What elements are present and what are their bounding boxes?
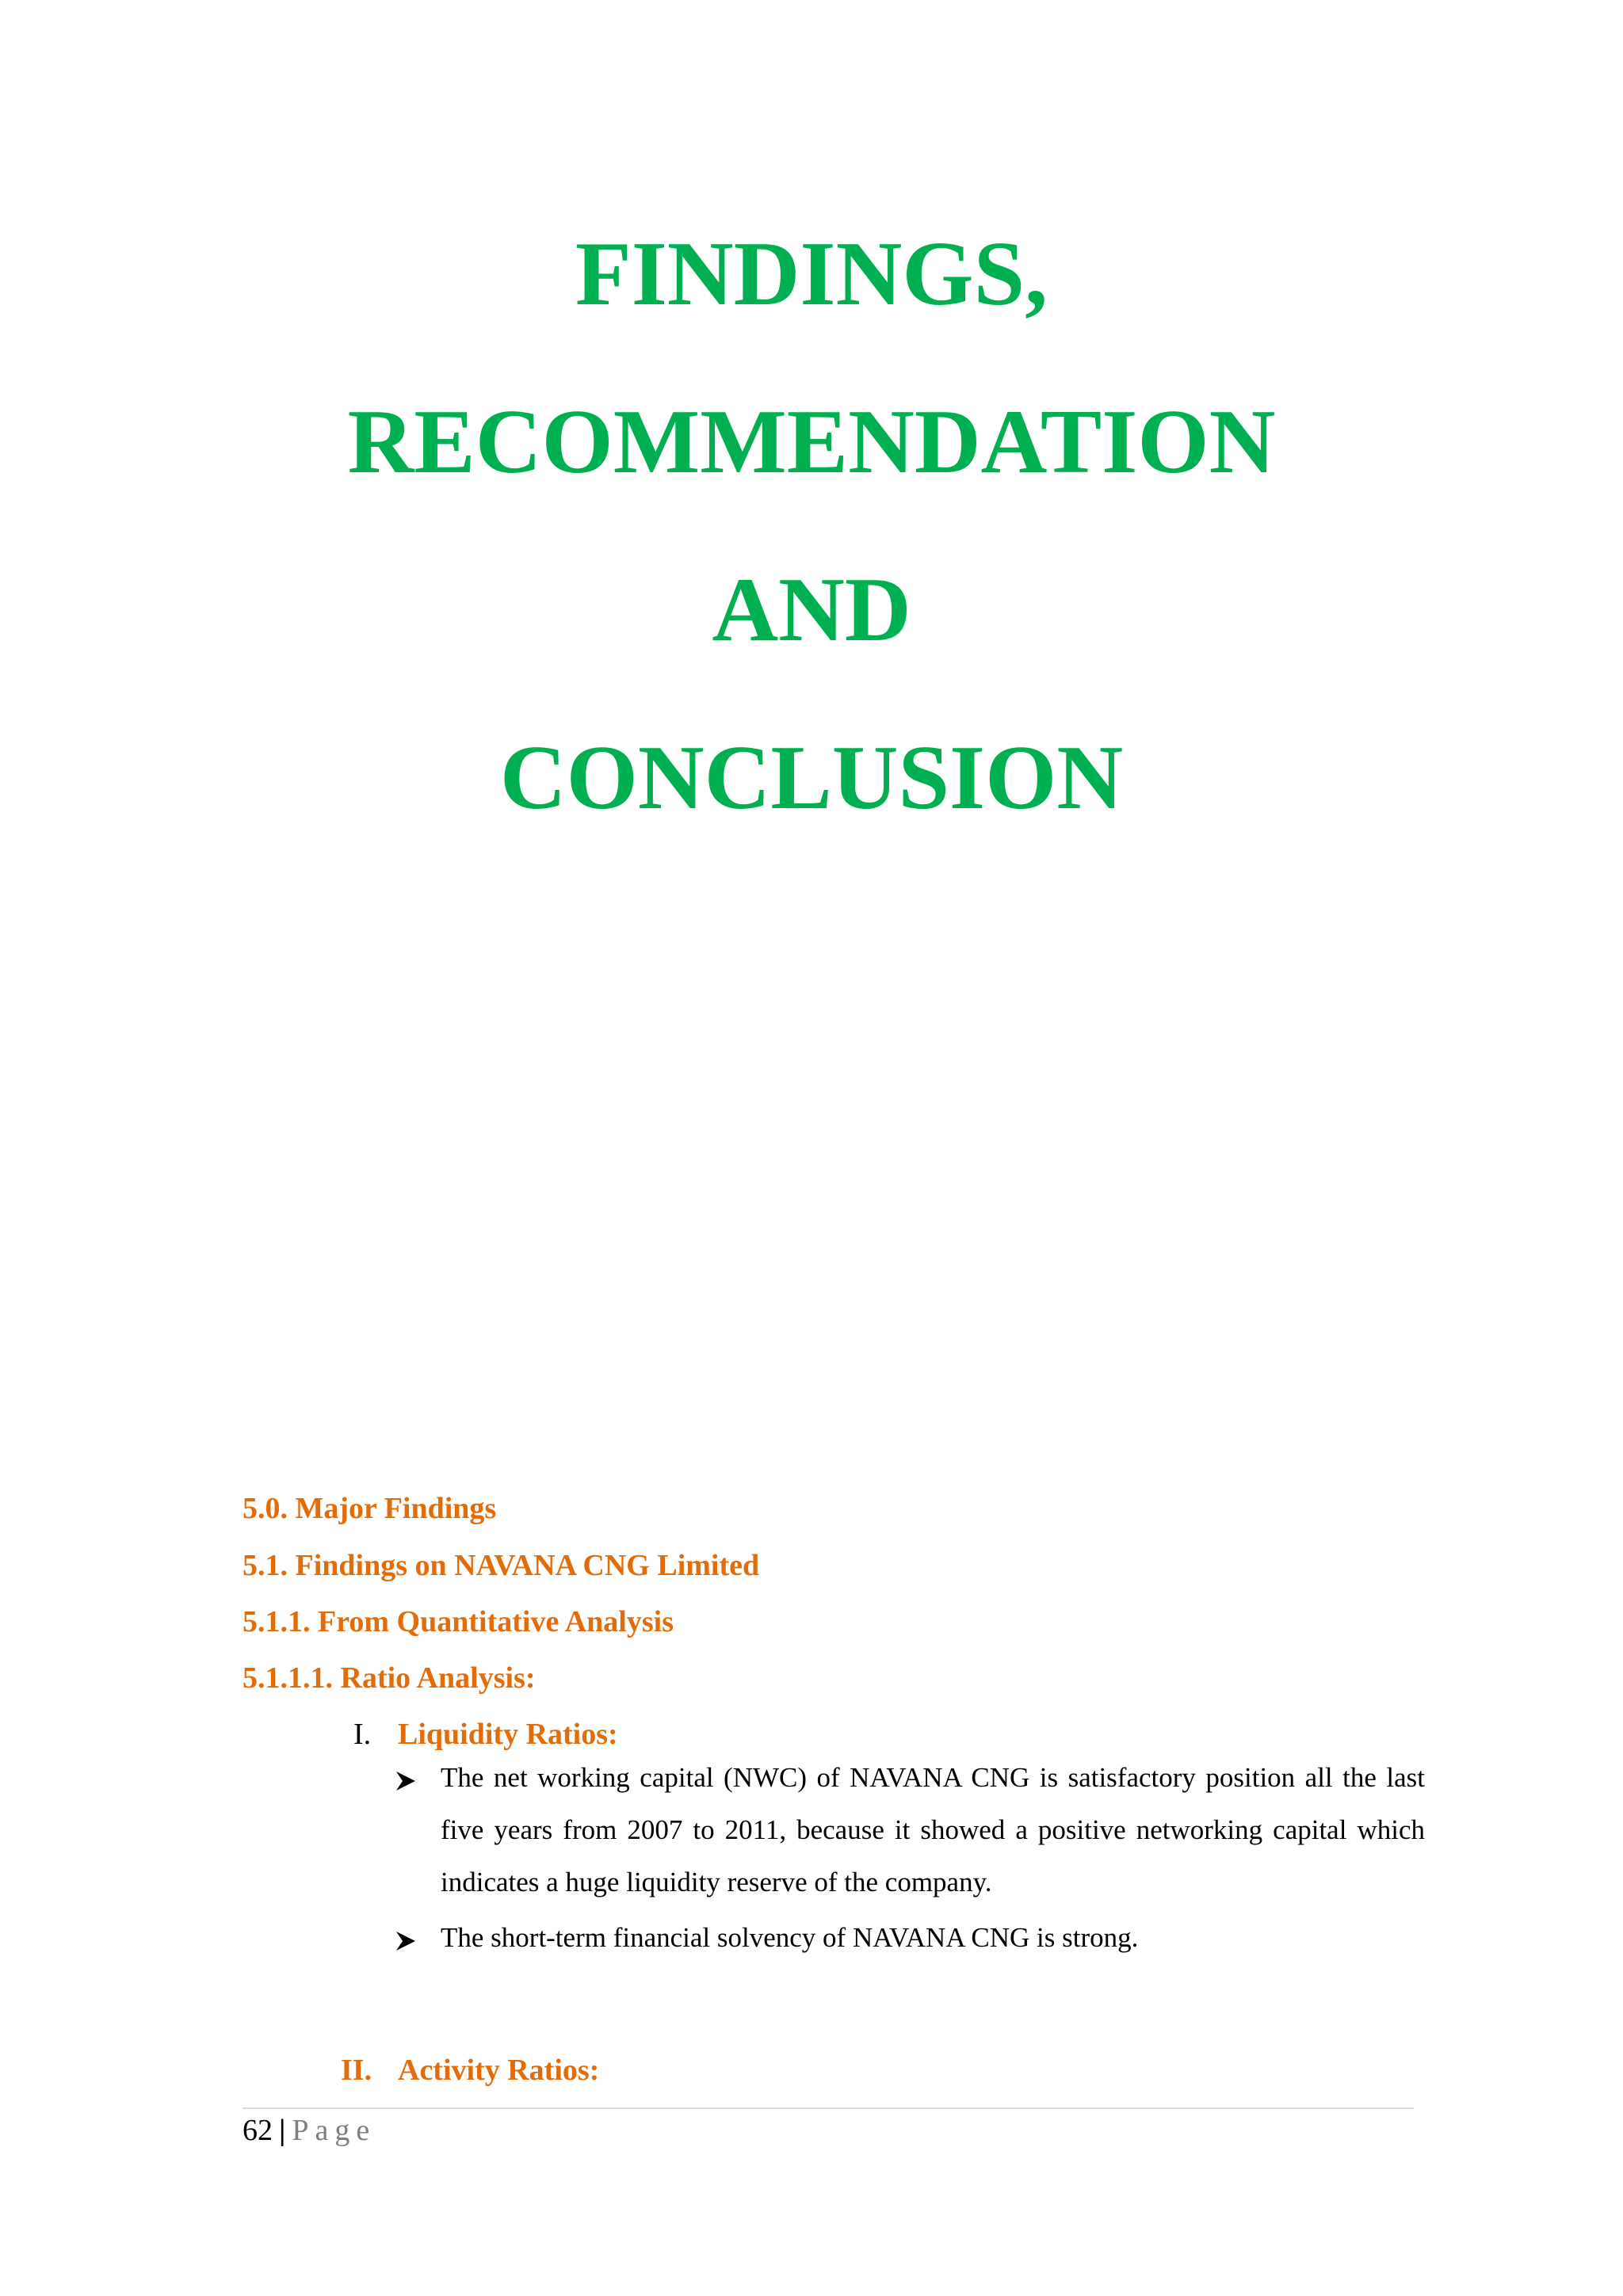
page-title <box>0 190 1623 862</box>
footer-divider <box>242 2107 1414 2109</box>
footer-separator: | <box>279 2114 286 2147</box>
footer-page-word: Page <box>292 2114 376 2147</box>
title-line-recommendation: RECOMMENDATION <box>347 391 1276 493</box>
title-line-findings: FINDINGS, <box>575 223 1048 325</box>
roman-numeral: I. <box>353 1718 372 1751</box>
title-line-conclusion: CONCLUSION <box>499 727 1124 829</box>
subheading-label: Activity Ratios: <box>398 2054 600 2087</box>
bullet-item <box>395 1752 1425 1909</box>
heading-ratio-analysis: 5.1.1.1. Ratio Analysis: <box>242 1661 536 1695</box>
heading-quantitative-analysis: 5.1.1. From Quantitative Analysis <box>242 1605 674 1638</box>
page-number: 62 <box>242 2114 273 2147</box>
heading-major-findings: 5.0. Major Findings <box>242 1492 497 1525</box>
arrowhead-bullet-icon <box>395 1912 423 1964</box>
arrowhead-bullet-icon <box>395 1752 423 1804</box>
bullet-text: The net working capital (NWC) of NAVANA CNG is satisfactory position all the last five years from 2007 to 2011, because it showed a positive networking capital which indicates a huge liquidity reserve of the company. <box>441 1762 1425 1897</box>
bullet-item <box>395 1912 1425 1964</box>
page-footer <box>242 2111 376 2150</box>
subheading-label: Liquidity Ratios: <box>398 1718 618 1751</box>
title-line-and: AND <box>712 559 911 661</box>
subheading-liquidity-ratios <box>353 1714 618 1754</box>
bullet-text: The short-term financial solvency of NAVANA CNG is strong. <box>441 1922 1139 1953</box>
roman-numeral: II. <box>341 2054 372 2087</box>
subheading-activity-ratios <box>341 2050 599 2090</box>
heading-findings-navana: 5.1. Findings on NAVANA CNG Limited <box>242 1549 760 1582</box>
